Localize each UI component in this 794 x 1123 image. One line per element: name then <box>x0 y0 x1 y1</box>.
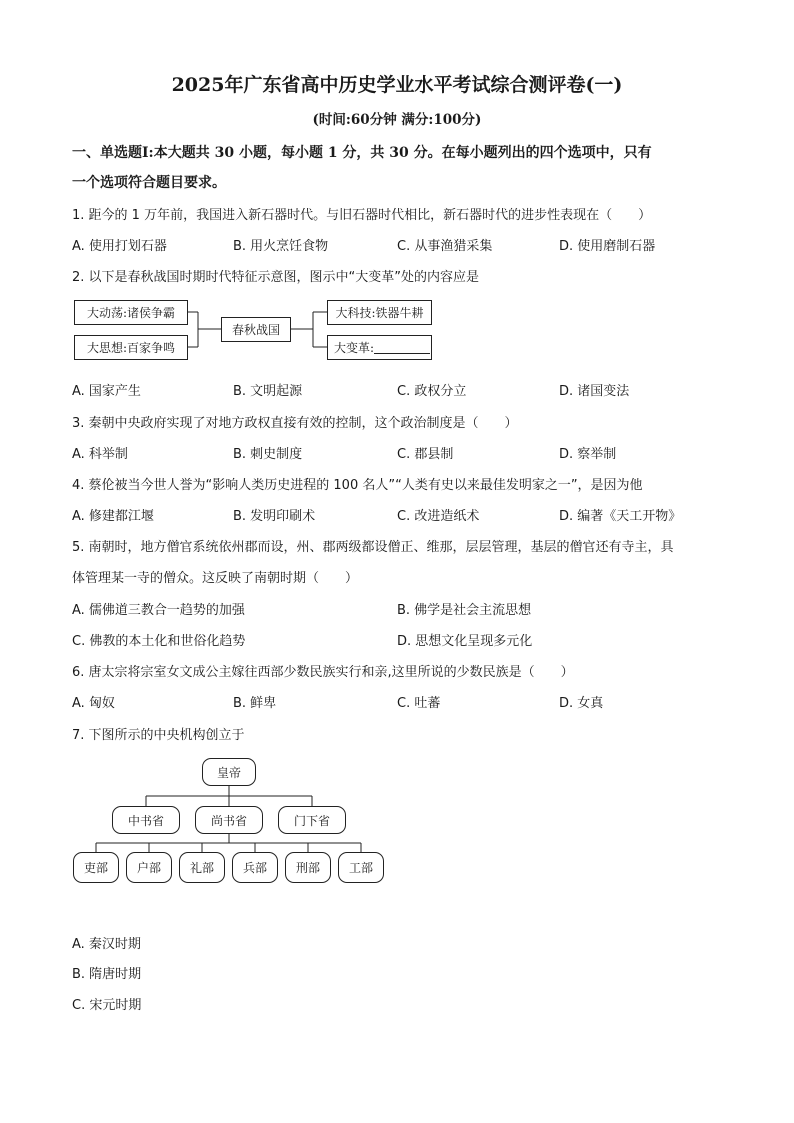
org-box-libu-personnel: 吏部 <box>73 852 119 883</box>
org-box-bingbu: 兵部 <box>232 852 278 883</box>
q2-option-b[interactable]: B. 文明起源 <box>233 384 303 399</box>
box-thought: 大思想:百家争鸣 <box>74 335 188 360</box>
q3-option-d[interactable]: D. 察举制 <box>559 447 617 462</box>
q2-option-c[interactable]: C. 政权分立 <box>397 384 467 399</box>
q1-option-a[interactable]: A. 使用打划石器 <box>72 239 167 254</box>
org-box-zhongshu: 中书省 <box>112 806 180 834</box>
question-1-stem: 1. 距今的 1 万年前，我国进入新石器时代。与旧石器时代相比，新石器时代的进步性表现在（ ） <box>72 208 652 223</box>
q6-option-c[interactable]: C. 吐蕃 <box>397 696 441 711</box>
question-2-stem: 2. 以下是春秋战国时期时代特征示意图，图示中“大变革”处的内容应是 <box>72 270 480 285</box>
q4-option-a[interactable]: A. 修建都江堰 <box>72 509 154 524</box>
q7-option-a[interactable]: A. 秦汉时期 <box>72 937 141 952</box>
q1-option-b[interactable]: B. 用火烹饪食物 <box>233 239 329 254</box>
box-technology: 大科技:铁器牛耕 <box>327 300 432 325</box>
q5-option-d[interactable]: D. 思想文化呈现多元化 <box>397 634 533 649</box>
q6-option-a[interactable]: A. 匈奴 <box>72 696 115 711</box>
reform-label: 大变革: <box>334 341 375 355</box>
q6-option-b[interactable]: B. 鲜卑 <box>233 696 277 711</box>
q3-option-c[interactable]: C. 郡县制 <box>397 447 454 462</box>
q3-option-b[interactable]: B. 刺史制度 <box>233 447 303 462</box>
section-heading-line1: 一、单选题Ⅰ:本大题共 30 小题，每小题 1 分，共 30 分。在每小题列出的四个选项中，只有 <box>72 145 652 161</box>
q4-option-d[interactable]: D. 编著《天工开物》 <box>559 509 682 524</box>
org-box-xingbu: 刑部 <box>285 852 331 883</box>
exam-time-info: (时间:60分钟 满分:100分) <box>312 112 482 128</box>
org-box-emperor: 皇帝 <box>202 758 256 786</box>
org-box-menxia: 门下省 <box>278 806 346 834</box>
q5-option-a[interactable]: A. 儒佛道三教合一趋势的加强 <box>72 603 245 618</box>
question-4-stem: 4. 蔡伦被当今世人誉为“影响人类历史进程的 100 名人”“人类有史以来最佳发明家之一”，是因为他 <box>72 478 643 493</box>
org-box-shangshu: 尚书省 <box>195 806 263 834</box>
q5-option-c[interactable]: C. 佛教的本土化和世俗化趋势 <box>72 634 246 649</box>
box-turmoil: 大动荡:诸侯争霸 <box>74 300 188 325</box>
q2-option-d[interactable]: D. 诸国变法 <box>559 384 630 399</box>
box-spring-autumn: 春秋战国 <box>221 317 291 342</box>
q5-option-b[interactable]: B. 佛学是社会主流思想 <box>397 603 532 618</box>
question-3-stem: 3. 秦朝中央政府实现了对地方政权直接有效的控制，这个政治制度是（ ） <box>72 416 518 431</box>
question-5-stem-line2: 体管理某一寺的僧众。这反映了南朝时期（ ） <box>72 571 359 586</box>
org-box-gongbu: 工部 <box>338 852 384 883</box>
q3-option-a[interactable]: A. 科举制 <box>72 447 128 462</box>
section-heading-line2: 一个选项符合题目要求。 <box>72 175 226 191</box>
q2-option-a[interactable]: A. 国家产生 <box>72 384 141 399</box>
q4-option-b[interactable]: B. 发明印刷术 <box>233 509 316 524</box>
question-5-stem-line1: 5. 南朝时，地方僧官系统依州郡而设，州、郡两级都设僧正、维那，层层管理，基层的僧官还有寺主，具 <box>72 540 674 555</box>
q1-option-c[interactable]: C. 从事渔猎采集 <box>397 239 493 254</box>
org-box-hubu: 户部 <box>126 852 172 883</box>
question-6-stem: 6. 唐太宗将宗室女文成公主嫁往西部少数民族实行和亲,这里所说的少数民族是（ ） <box>72 665 574 680</box>
q1-option-d[interactable]: D. 使用磨制石器 <box>559 239 656 254</box>
q7-option-c[interactable]: C. 宋元时期 <box>72 998 142 1013</box>
org-box-libu-rites: 礼部 <box>179 852 225 883</box>
q4-option-c[interactable]: C. 改进造纸术 <box>397 509 480 524</box>
question-7-stem: 7. 下图所示的中央机构创立于 <box>72 728 245 743</box>
q6-option-d[interactable]: D. 女真 <box>559 696 604 711</box>
q7-option-b[interactable]: B. 隋唐时期 <box>72 967 142 982</box>
page-title: 2025年广东省高中历史学业水平考试综合测评卷(一) <box>171 74 623 96</box>
